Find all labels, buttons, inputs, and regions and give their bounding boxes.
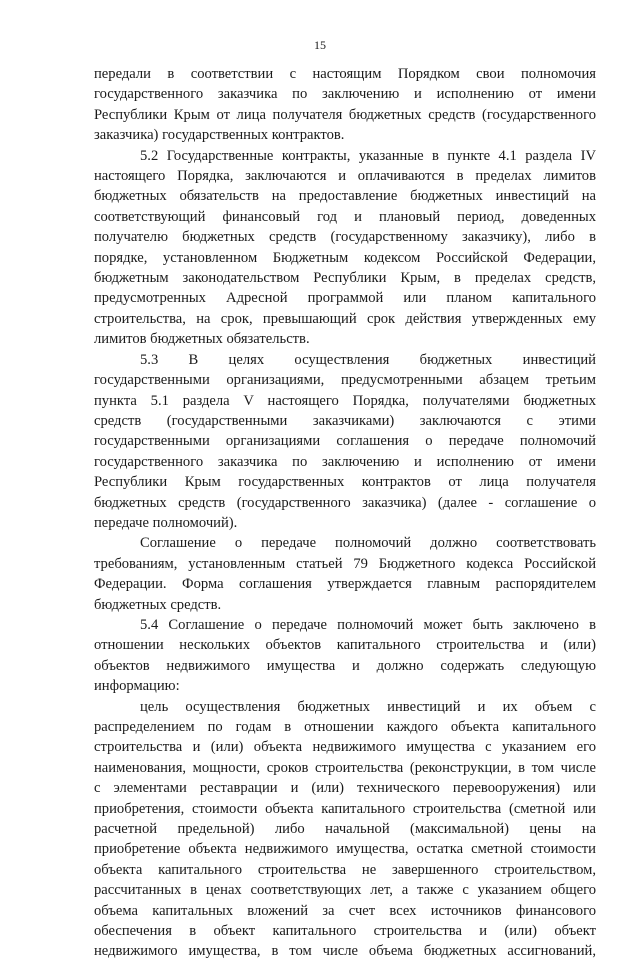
text-line: лимитов бюджетных обязательств. [94,331,310,348]
text-line: передали в соответствии с настоящим Порядком свои полномочия [94,66,596,82]
text-line: недвижимого имущества, в том числе объема бюджетных ассигнований, [94,943,596,960]
text-line: Федерации. Форма соглашения утверждается главным распорядителем [94,576,596,593]
text-line: 5.3 В целях осуществления бюджетных инвестиций [140,351,596,368]
text-line: бюджетным законодательством Республики Крым, в пределах средств, [94,270,596,287]
text-line: объема капитальных вложений за счет всех источников финансового [94,902,596,919]
text-line: настоящего Порядка, заключаются и оплачиваются в пределах лимитов [94,168,596,185]
text-line: государственного заказчика по заключению и исполнению от имени [94,86,596,103]
text-line: требованиям, установленным статьей 79 Бюджетного кодекса Российской [94,555,596,572]
paragraph-continuation [94,64,596,146]
text-line: объектов недвижимого имущества и должно содержать следующую [94,657,596,674]
paragraph-5-2 [94,146,596,350]
text-line: заказчика) государственных контрактов. [94,127,345,144]
text-line: строительства и (или) объекта недвижимого имущества с указанием его [94,739,596,756]
text-line: бюджетных средств. [94,596,222,613]
text-line: объекта капитального строительства не завершенного строительством, [94,861,596,878]
text-line: обеспечения в объект капитального строительства и (или) объект [94,923,596,940]
text-line: приобретение объекта недвижимого имущества, остатка сметной стоимости [94,841,596,858]
text-line: порядке, установленном Бюджетным кодексом Российской Федерации, [94,249,596,266]
text-line: предусмотренных Адресной программой или планом капитального [94,290,596,307]
paragraph-5-3 [94,350,596,534]
text-line: наименования, мощности, сроков строительства (реконструкции, в том числе [94,759,596,776]
text-line: расчетной предельной) либо начальной (максимальной) цены на [94,821,596,838]
text-line: цель осуществления бюджетных инвестиций и их объем с [140,698,596,715]
text-line: государственного заказчика по заключению и исполнению от имени [94,453,596,470]
text-line: бюджетных обязательств на предоставление бюджетных инвестиций на [94,188,596,205]
text-line: рассчитанных в ценах соответствующих лет, а также с указанием общего [94,882,596,899]
paragraph-goal [94,697,596,962]
text-line: строительства, на срок, превышающий срок действия утвержденных ему [94,310,596,327]
text-line: пункта 5.1 раздела V настоящего Порядка, получателями бюджетных [94,392,596,409]
text-line: с элементами реставрации и (или) технического перевооружения) или [94,780,596,797]
text-line: бюджетных средств (государственного заказчика) (далее - соглашение о [94,494,596,511]
document-body [94,64,596,962]
text-line: государственными организациями соглашения о передаче полномочий [94,433,596,450]
text-line: 5.2 Государственные контракты, указанные в пункте 4.1 раздела IV [140,147,596,164]
paragraph-agreement [94,533,596,615]
text-line: соответствующий финансовый год и плановый период, доведенных [94,208,596,225]
text-line: получателю бюджетных средств (государственному заказчику), либо в [94,229,596,246]
text-line: государственными организациями, предусмотренными абзацем третьим [94,372,596,389]
paragraph-5-4 [94,615,596,697]
text-line: средств (государственными заказчиками) заключаются с этими [94,412,596,429]
text-line: Республики Крым от лица получателя бюджетных средств (государственного [94,106,596,123]
text-line: Республики Крым государственных контрактов от лица получателя [94,474,596,491]
page-number: 15 [314,38,326,52]
text-line: приобретения, стоимости объекта капитального строительства (сметной или [94,800,596,817]
text-line: 5.4 Соглашение о передаче полномочий может быть заключено в [140,616,596,633]
text-line: передаче полномочий). [94,514,238,531]
text-line: информацию: [94,678,180,695]
text-line: отношении нескольких объектов капитального строительства и (или) [94,637,596,654]
text-line: Соглашение о передаче полномочий должно соответствовать [140,535,596,552]
text-line: распределением по годам в отношении каждого объекта капитального [94,719,596,735]
